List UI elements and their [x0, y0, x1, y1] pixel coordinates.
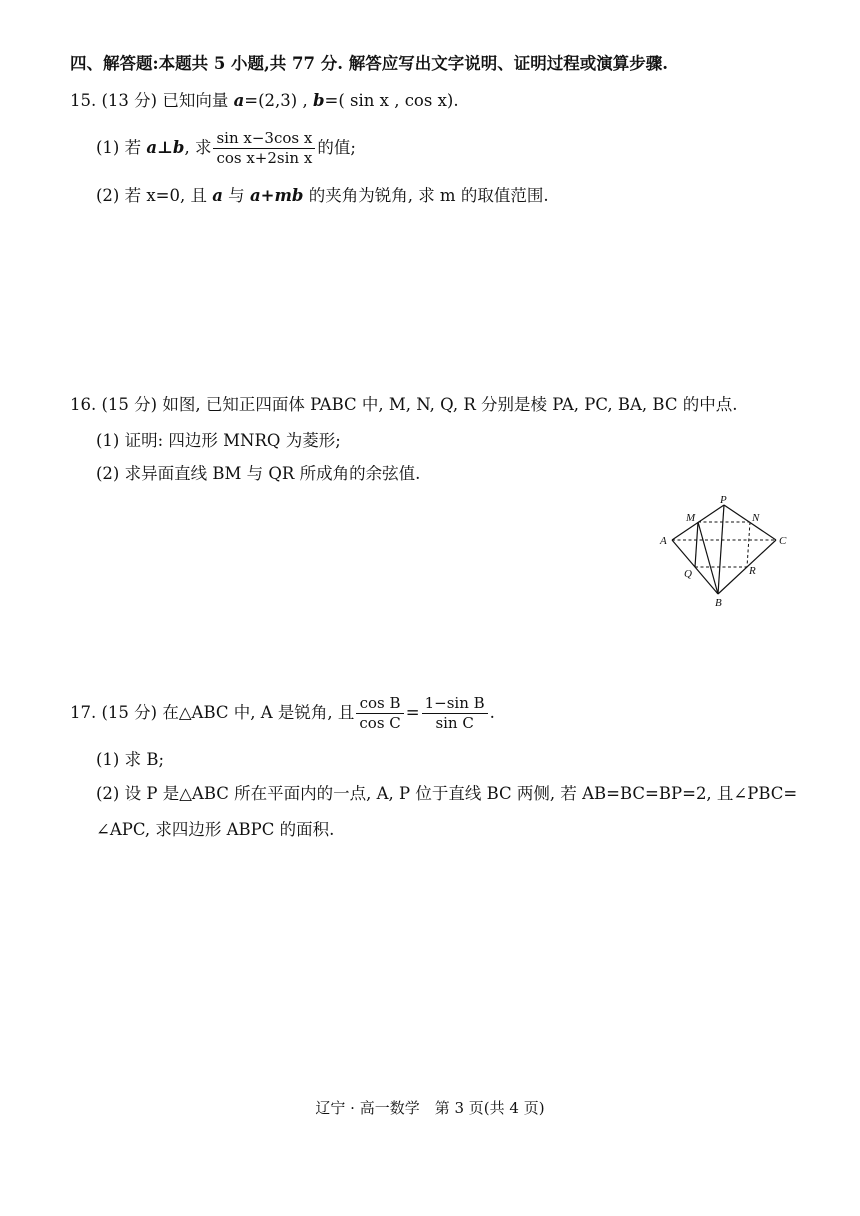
q15-stem [70, 89, 459, 113]
q15-part2-mid: 与 [222, 186, 250, 205]
label-B: B [715, 597, 722, 609]
label-P: P [720, 494, 727, 506]
q15-vector-b: b [312, 91, 325, 110]
page-footer: 辽宁 · 高一数学 第 3 页(共 4 页) [315, 1099, 545, 1117]
label-M: M [686, 512, 696, 524]
q17-stem [70, 692, 495, 734]
label-C: C [779, 535, 787, 547]
q15-part1-suffix: 的值; [317, 138, 356, 157]
q17-part2-line2: ∠APC, 求四边形 ABPC 的面积. [96, 820, 335, 839]
q15-vector-b-value: =( sin x , cos x). [324, 91, 459, 110]
edge-PB [718, 505, 724, 594]
q17-fraction-right [422, 694, 488, 733]
q15-stem-prefix: 15. (13 分) 已知向量 [70, 91, 234, 110]
q15-vector-a: a [233, 91, 245, 110]
q17-left-denominator: cos C [359, 714, 401, 732]
q15-part2-prefix: (2) 若 x=0, 且 [96, 186, 213, 205]
label-R: R [749, 565, 756, 577]
segment-NR [747, 522, 750, 567]
q15-part1 [96, 128, 356, 168]
q15-fraction-denominator: cos x+2sin x [216, 149, 313, 167]
section-heading: 四、解答题:本题共 5 小题,共 77 分. 解答应写出文字说明、证明过程或演算步骤. [70, 54, 668, 73]
q17-stem-prefix: 17. (15 分) 在△ABC 中, A 是锐角, 且 [70, 703, 355, 722]
q15-fraction-numerator: sin x−3cos x [213, 129, 315, 149]
q15-part2-suffix: 的夹角为锐角, 求 m 的取值范围. [303, 186, 549, 205]
q15-part1-mid: , 求 [184, 138, 212, 157]
q17-stem-suffix: . [489, 703, 495, 722]
q17-fraction-left [356, 694, 403, 733]
label-A: A [660, 535, 667, 547]
q17-left-numerator: cos B [356, 694, 403, 714]
q17-right-denominator: sin C [435, 714, 474, 732]
q15-part2-a-plus-mb: a+mb [249, 186, 304, 205]
q16-part2: (2) 求异面直线 BM 与 QR 所成角的余弦值. [96, 464, 421, 483]
segment-BM [698, 522, 718, 594]
q16-stem: 16. (15 分) 如图, 已知正四面体 PABC 中, M, N, Q, R 分别是棱 PA, PC, BA, BC 的中点. [70, 395, 738, 414]
q17-equals: = [405, 703, 420, 722]
q17-part2-line1: (2) 设 P 是△ABC 所在平面内的一点, A, P 位于直线 BC 两侧, 若 AB=BC=BP=2, 且∠PBC= [96, 784, 798, 803]
q15-part2-a: a [212, 186, 223, 205]
q17-part1: (1) 求 B; [96, 750, 165, 769]
tetrahedron-figure [658, 492, 792, 612]
q15-part1-prefix: (1) 若 [96, 138, 147, 157]
q15-part1-fraction [213, 129, 315, 168]
q17-right-numerator: 1−sin B [422, 694, 488, 714]
q15-part1-condition: a⊥b [146, 138, 185, 157]
q16-part1: (1) 证明: 四边形 MNRQ 为菱形; [96, 431, 341, 450]
segment-MQ [695, 522, 698, 567]
label-Q: Q [684, 568, 692, 580]
q15-part2 [96, 184, 549, 208]
q15-vector-a-value: =(2,3) , [244, 91, 313, 110]
label-N: N [752, 512, 760, 524]
